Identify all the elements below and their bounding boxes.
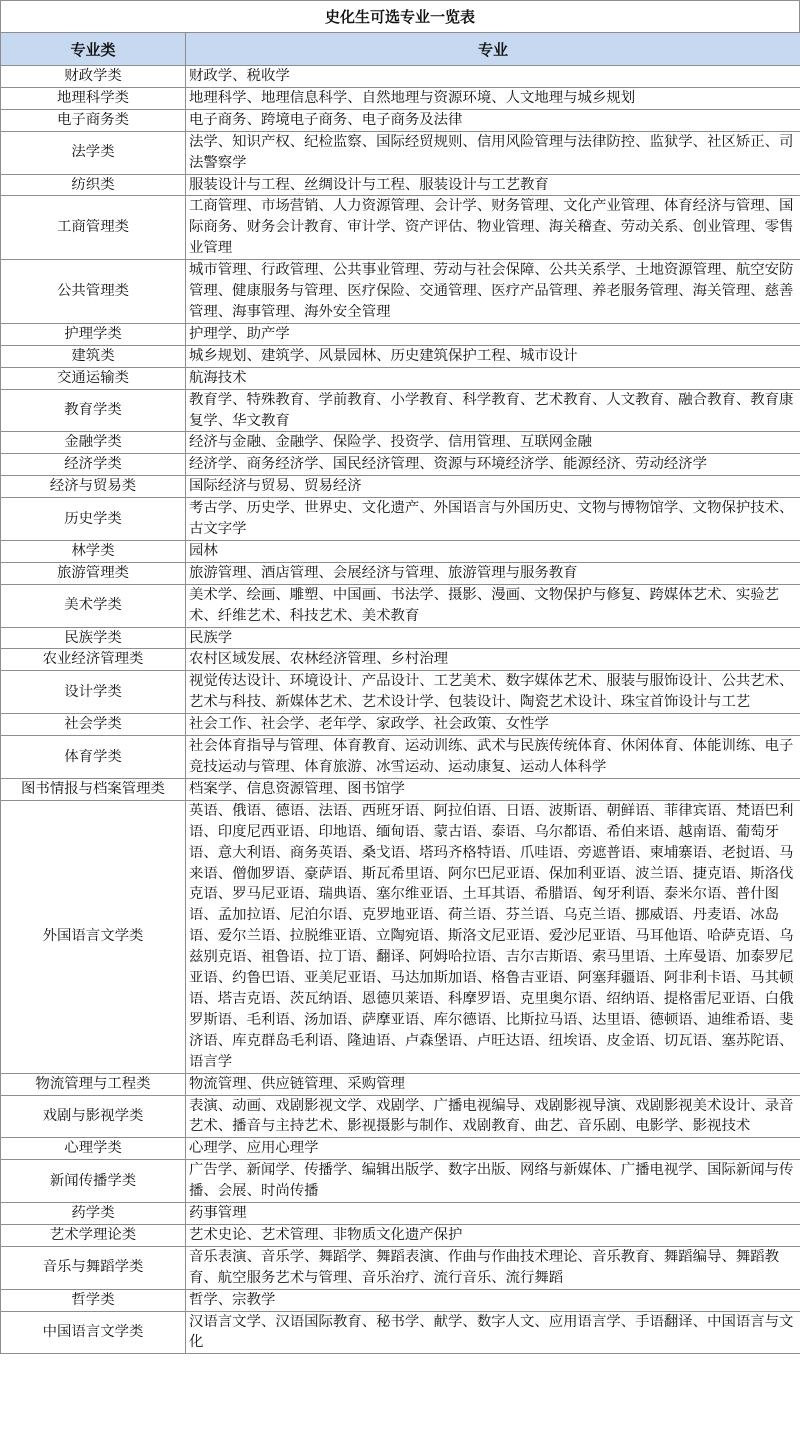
category-cell: 经济与贸易类 bbox=[1, 476, 186, 498]
category-cell: 美术学类 bbox=[1, 584, 186, 627]
category-cell: 农业经济管理类 bbox=[1, 649, 186, 671]
category-cell: 历史学类 bbox=[1, 498, 186, 541]
document-title: 史化生可选专业一览表 bbox=[0, 0, 800, 32]
category-cell: 经济学类 bbox=[1, 454, 186, 476]
table-row bbox=[1, 1289, 800, 1311]
category-cell: 艺术学理论类 bbox=[1, 1224, 186, 1246]
table-row bbox=[1, 389, 800, 432]
category-cell: 公共管理类 bbox=[1, 260, 186, 324]
majors-cell: 经济学、商务经济学、国民经济管理、资源与环境经济学、能源经济、劳动经济学 bbox=[186, 454, 800, 476]
category-cell: 音乐与舞蹈学类 bbox=[1, 1246, 186, 1289]
table-row bbox=[1, 1203, 800, 1225]
table-row bbox=[1, 540, 800, 562]
majors-cell: 音乐表演、音乐学、舞蹈学、舞蹈表演、作曲与作曲技术理论、音乐教育、舞蹈编导、舞蹈教育、航空服务艺术与管理、音乐治疗、流行音乐、流行舞蹈 bbox=[186, 1246, 800, 1289]
majors-cell: 汉语言文学、汉语国际教育、秘书学、献学、数字人文、应用语言学、手语翻译、中国语言与文化 bbox=[186, 1311, 800, 1354]
majors-cell: 广告学、新闻学、传播学、编辑出版学、数字出版、网络与新媒体、广播电视学、国际新闻与传播、会展、时尚传播 bbox=[186, 1160, 800, 1203]
majors-cell: 表演、动画、戏剧影视文学、戏剧学、广播电视编导、戏剧影视导演、戏剧影视美术设计、录音艺术、播音与主持艺术、影视摄影与制作、戏剧教育、曲艺、音乐剧、电影学、影视技术 bbox=[186, 1095, 800, 1138]
category-cell: 金融学类 bbox=[1, 432, 186, 454]
category-cell: 教育学类 bbox=[1, 389, 186, 432]
table-header-row bbox=[1, 33, 800, 66]
table-row bbox=[1, 196, 800, 260]
category-cell: 民族学类 bbox=[1, 627, 186, 649]
header-majors: 专业 bbox=[186, 33, 800, 66]
table-row bbox=[1, 260, 800, 324]
category-cell: 药学类 bbox=[1, 1203, 186, 1225]
category-cell: 工商管理类 bbox=[1, 196, 186, 260]
majors-cell: 服装设计与工程、丝绸设计与工程、服装设计与工艺教育 bbox=[186, 174, 800, 196]
category-cell: 图书情报与档案管理类 bbox=[1, 778, 186, 800]
category-cell: 物流管理与工程类 bbox=[1, 1073, 186, 1095]
majors-cell: 英语、俄语、德语、法语、西班牙语、阿拉伯语、日语、波斯语、朝鲜语、菲律宾语、梵语巴利语、印度尼西亚语、印地语、缅甸语、蒙古语、泰语、乌尔都语、希伯来语、越南语、葡萄牙语、意大利语、商务英语、桑戈语、塔玛齐格特语、爪哇语、旁遮普语、柬埔寨语、老挝语、马来语、僧伽罗语、豪萨语、斯瓦希里语、阿尔巴尼亚语、保加利亚语、波兰语、捷克语、斯洛伐克语、罗马尼亚语、瑞典语、塞尔维亚语、土耳其语、希腊语、匈牙利语、泰米尔语、普什图语、孟加拉语、尼泊尔语、克罗地亚语、荷兰语、芬兰语、乌克兰语、挪威语、丹麦语、冰岛语、爱尔兰语、拉脱维亚语、立陶宛语、斯洛文尼亚语、爱沙尼亚语、马耳他语、哈萨克语、乌兹别克语、祖鲁语、拉丁语、翻译、阿姆哈拉语、吉尔吉斯语、索马里语、土库曼语、加泰罗尼亚语、约鲁巴语、亚美尼亚语、马达加斯加语、格鲁吉亚语、阿塞拜疆语、阿非利卡语、马其顿语、塔吉克语、茨瓦纳语、恩德贝莱语、科摩罗语、克里奥尔语、绍纳语、提格雷尼亚语、白俄罗斯语、毛利语、汤加语、萨摩亚语、库尔德语、比斯拉马语、达里语、德顿语、迪维希语、斐济语、库克群岛毛利语、隆迪语、卢森堡语、卢旺达语、纽埃语、皮金语、切瓦语、塞苏陀语、语言学 bbox=[186, 800, 800, 1073]
table-row bbox=[1, 432, 800, 454]
table-row bbox=[1, 87, 800, 109]
majors-cell: 地理科学、地理信息科学、自然地理与资源环境、人文地理与城乡规划 bbox=[186, 87, 800, 109]
category-cell: 护理学类 bbox=[1, 323, 186, 345]
majors-cell: 园林 bbox=[186, 540, 800, 562]
majors-table bbox=[0, 32, 800, 1354]
majors-cell: 社会工作、社会学、老年学、家政学、社会政策、女性学 bbox=[186, 714, 800, 736]
category-cell: 中国语言文学类 bbox=[1, 1311, 186, 1354]
table-body bbox=[1, 66, 800, 1354]
category-cell: 新闻传播学类 bbox=[1, 1160, 186, 1203]
table-row bbox=[1, 562, 800, 584]
majors-cell: 物流管理、供应链管理、采购管理 bbox=[186, 1073, 800, 1095]
table-row bbox=[1, 778, 800, 800]
category-cell: 外国语言文学类 bbox=[1, 800, 186, 1073]
table-row bbox=[1, 498, 800, 541]
category-cell: 法学类 bbox=[1, 131, 186, 174]
category-cell: 社会学类 bbox=[1, 714, 186, 736]
table-row bbox=[1, 345, 800, 367]
category-cell: 建筑类 bbox=[1, 345, 186, 367]
table-row bbox=[1, 454, 800, 476]
category-cell: 哲学类 bbox=[1, 1289, 186, 1311]
category-cell: 设计学类 bbox=[1, 671, 186, 714]
table-row bbox=[1, 131, 800, 174]
table-row bbox=[1, 1138, 800, 1160]
table-row bbox=[1, 1224, 800, 1246]
table-row bbox=[1, 174, 800, 196]
category-cell: 心理学类 bbox=[1, 1138, 186, 1160]
table-row bbox=[1, 736, 800, 779]
table-row bbox=[1, 1095, 800, 1138]
majors-cell: 教育学、特殊教育、学前教育、小学教育、科学教育、艺术教育、人文教育、融合教育、教育康复学、华文教育 bbox=[186, 389, 800, 432]
category-cell: 纺织类 bbox=[1, 174, 186, 196]
table-row bbox=[1, 714, 800, 736]
table-row bbox=[1, 109, 800, 131]
majors-cell: 美术学、绘画、雕塑、中国画、书法学、摄影、漫画、文物保护与修复、跨媒体艺术、实验艺术、纤维艺术、科技艺术、美术教育 bbox=[186, 584, 800, 627]
majors-cell: 电子商务、跨境电子商务、电子商务及法律 bbox=[186, 109, 800, 131]
category-cell: 地理科学类 bbox=[1, 87, 186, 109]
majors-cell: 社会体育指导与管理、体育教育、运动训练、武术与民族传统体育、休闲体育、体能训练、电子竞技运动与管理、体育旅游、冰雪运动、运动康复、运动人体科学 bbox=[186, 736, 800, 779]
majors-cell: 法学、知识产权、纪检监察、国际经贸规则、信用风险管理与法律防控、监狱学、社区矫正、司法警察学 bbox=[186, 131, 800, 174]
table-row bbox=[1, 1160, 800, 1203]
table-row bbox=[1, 1311, 800, 1354]
majors-cell: 旅游管理、酒店管理、会展经济与管理、旅游管理与服务教育 bbox=[186, 562, 800, 584]
majors-cell: 航海技术 bbox=[186, 367, 800, 389]
majors-cell: 财政学、税收学 bbox=[186, 66, 800, 88]
table-row bbox=[1, 1073, 800, 1095]
majors-cell: 工商管理、市场营销、人力资源管理、会计学、财务管理、文化产业管理、体育经济与管理、国际商务、财务会计教育、审计学、资产评估、物业管理、海关稽查、劳动关系、创业管理、零售业管理 bbox=[186, 196, 800, 260]
category-cell: 财政学类 bbox=[1, 66, 186, 88]
majors-cell: 视觉传达设计、环境设计、产品设计、工艺美术、数字媒体艺术、服装与服饰设计、公共艺术、艺术与科技、新媒体艺术、艺术设计学、包装设计、陶瓷艺术设计、珠宝首饰设计与工艺 bbox=[186, 671, 800, 714]
majors-cell: 护理学、助产学 bbox=[186, 323, 800, 345]
table-row bbox=[1, 627, 800, 649]
majors-cell: 心理学、应用心理学 bbox=[186, 1138, 800, 1160]
majors-cell: 经济与金融、金融学、保险学、投资学、信用管理、互联网金融 bbox=[186, 432, 800, 454]
majors-cell: 农村区域发展、农林经济管理、乡村治理 bbox=[186, 649, 800, 671]
majors-cell: 艺术史论、艺术管理、非物质文化遗产保护 bbox=[186, 1224, 800, 1246]
table-row bbox=[1, 649, 800, 671]
majors-cell: 哲学、宗教学 bbox=[186, 1289, 800, 1311]
header-category: 专业类 bbox=[1, 33, 186, 66]
table-row bbox=[1, 800, 800, 1073]
category-cell: 电子商务类 bbox=[1, 109, 186, 131]
table-row bbox=[1, 476, 800, 498]
majors-cell: 国际经济与贸易、贸易经济 bbox=[186, 476, 800, 498]
majors-cell: 档案学、信息资源管理、图书馆学 bbox=[186, 778, 800, 800]
category-cell: 林学类 bbox=[1, 540, 186, 562]
category-cell: 旅游管理类 bbox=[1, 562, 186, 584]
majors-cell: 城市管理、行政管理、公共事业管理、劳动与社会保障、公共关系学、土地资源管理、航空安防管理、健康服务与管理、医疗保险、交通管理、医疗产品管理、养老服务管理、海关管理、慈善管理、海事管理、海外安全管理 bbox=[186, 260, 800, 324]
majors-cell: 药事管理 bbox=[186, 1203, 800, 1225]
majors-cell: 民族学 bbox=[186, 627, 800, 649]
category-cell: 交通运输类 bbox=[1, 367, 186, 389]
category-cell: 戏剧与影视学类 bbox=[1, 1095, 186, 1138]
majors-cell: 城乡规划、建筑学、风景园林、历史建筑保护工程、城市设计 bbox=[186, 345, 800, 367]
table-row bbox=[1, 1246, 800, 1289]
table-row bbox=[1, 671, 800, 714]
table-row bbox=[1, 367, 800, 389]
table-row bbox=[1, 584, 800, 627]
majors-cell: 考古学、历史学、世界史、文化遗产、外国语言与外国历史、文物与博物馆学、文物保护技术、古文字学 bbox=[186, 498, 800, 541]
category-cell: 体育学类 bbox=[1, 736, 186, 779]
table-row bbox=[1, 66, 800, 88]
table-row bbox=[1, 323, 800, 345]
